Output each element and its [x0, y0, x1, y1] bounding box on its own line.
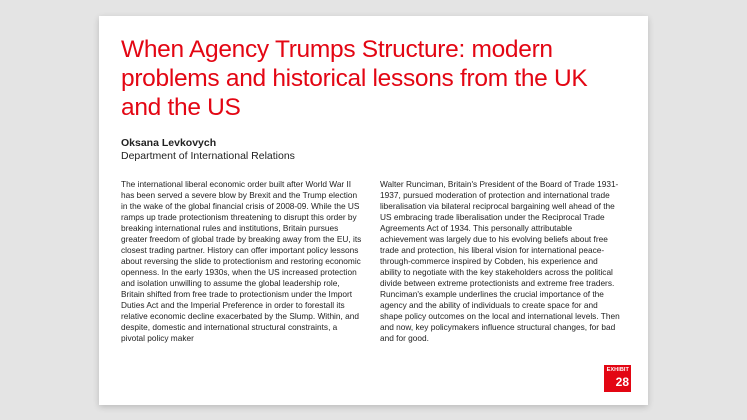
abstract-column-right: Walter Runciman, Britain's President of the Board of Trade 1931-1937, pursued moderation of protection and international trade liberalisation via bilateral reciprocal bargaining well ahead of the US embracing trade liberalisation under the Reciprocal Trade Agreements Act of 1934. This personally attributable achievement was largely due to his evolving beliefs about free trade and protection, his liberal vision for international peace-through-commerce inspired by Cobden, his experience and ability to negotiate with the key stakeholders across the political divide between extreme protectionists and extreme free traders. Runciman's example underlines the crucial importance of the agency and the ability of individuals to create space for and shape policy outcomes on the local and international levels. Then and now, key policymakers influence structural changes, for bad and for good. — [380, 179, 620, 343]
exhibit-badge — [604, 365, 631, 392]
paper-sheet — [99, 16, 648, 405]
author-department: Department of International Relations — [121, 150, 295, 162]
paper-title: When Agency Trumps Structure: modern problems and historical lessons from the UK and the US — [121, 36, 588, 121]
exhibit-badge-label: EXHIBIT — [606, 367, 629, 373]
abstract-column-left: The international liberal economic order built after World War II has been served a severe blow by Brexit and the Trump election in the wake of the global financial crisis of 2008-09. While the US ramps up trade protectionism threatening to disrupt this order by breaking international rules and institutions, Britain pursues greater freedom of global trade by breaking away from the EU, its closest trading partner. History can offer important policy lessons about reversing the slide to protectionism and restoring economic openness. In the early 1930s, when the US increased protection and isolation unwilling to assume the global leadership role, Britain shifted from free trade to protectionism under the Import Duties Act and the Imperial Preference in order to forestall its relative economic decline exacerbated by the Slump. Within, and despite, domestic and international structural constraints, a pivotal policy maker — [121, 179, 362, 343]
exhibit-badge-number: 28 — [615, 375, 629, 389]
author-name: Oksana Levkovych — [121, 137, 217, 149]
